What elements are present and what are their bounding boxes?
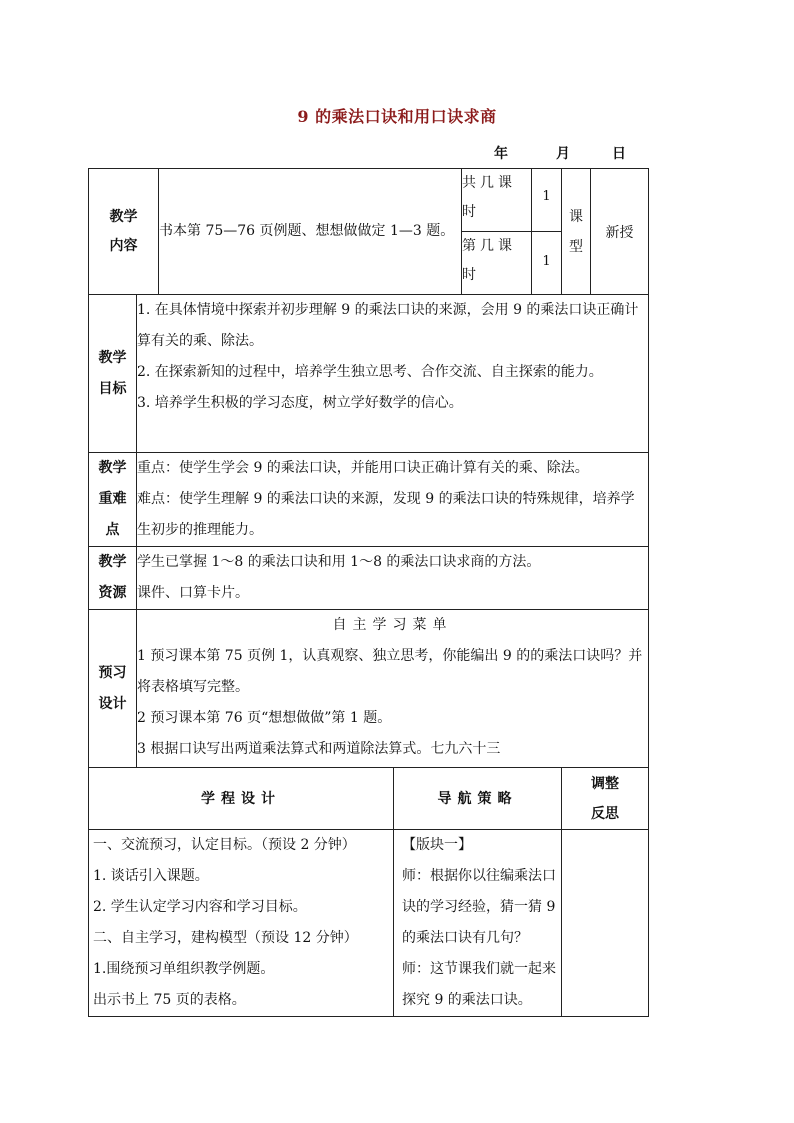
date-year: 年 <box>494 146 508 162</box>
goals-content <box>137 295 649 453</box>
reflection-header: 调整 反思 <box>562 768 649 830</box>
preview-content <box>137 610 649 768</box>
preview-item: 3 根据口诀写出两道乘法算式和两道除法算式。七九六十三 <box>137 741 501 757</box>
key-point-item: 难点：使学生理解 9 的乘法口诀的来源，发现 9 的乘法口诀的特殊规律，培养学生初步的推理能力。 <box>137 491 635 538</box>
strategy-item: 师：这节课我们就一起来探究 9 的乘法口诀。 <box>402 961 556 1008</box>
lesson-type-label: 课 型 <box>562 169 591 295</box>
page-title: 9 的乘法口诀和用口诀求商 <box>297 107 497 126</box>
navigation-strategy-header: 导航策略 <box>394 768 562 830</box>
date-month: 月 <box>556 146 570 162</box>
lesson-plan-table <box>88 168 649 1017</box>
resources-label: 教学 资源 <box>89 547 137 610</box>
strategy-item: 【版块一】 <box>402 837 472 853</box>
resource-item: 课件、口算卡片。 <box>137 585 249 601</box>
process-step: 1. 谈话引入课题。 <box>93 868 209 884</box>
reflection-content <box>562 830 649 1017</box>
lesson-type-value: 新授 <box>591 169 649 295</box>
process-step: 二、自主学习，建构模型（预设 12 分钟） <box>93 930 358 946</box>
date-day: 日 <box>612 146 626 162</box>
resource-item: 学生已掌握 1～8 的乘法口诀和用 1～8 的乘法口诀求商的方法。 <box>137 554 541 570</box>
process-step: 2. 学生认定学习内容和学习目标。 <box>93 899 307 915</box>
goal-item: 2. 在探索新知的过程中，培养学生独立思考、合作交流、自主探索的能力。 <box>137 364 603 380</box>
key-point-item: 重点：使学生学会 9 的乘法口诀，并能用口诀正确计算有关的乘、除法。 <box>137 460 589 476</box>
preview-item: 1 预习课本第 75 页例 1，认真观察、独立思考，你能编出 9 的的乘法口诀吗？并将表格填写完整。 <box>137 648 643 695</box>
total-lessons-label: 共几课时 <box>462 169 532 232</box>
preview-item: 2 预习课本第 76 页“想想做做”第 1 题。 <box>137 710 392 726</box>
goal-item: 3. 培养学生积极的学习态度，树立学好数学的信心。 <box>137 395 463 411</box>
navigation-strategy-content <box>394 830 562 1017</box>
key-points-label: 教学 重难 点 <box>89 453 137 547</box>
nth-lesson-value: 1 <box>532 232 562 295</box>
content-text: 书本第 75—76 页例题、想想做做定 1—3 题。 <box>159 169 462 295</box>
resources-content <box>137 547 649 610</box>
nth-lesson-label: 第几课时 <box>462 232 532 295</box>
content-label: 教学 内容 <box>89 169 159 295</box>
strategy-item: 师：根据你以往编乘法口诀的学习经验，猜一猜 9 的乘法口诀有几句？ <box>402 868 556 946</box>
goal-item: 1. 在具体情境中探索并初步理解 9 的乘法口诀的来源，会用 9 的乘法口诀正确计算有关的乘、除法。 <box>137 302 639 349</box>
process-design-content <box>89 830 394 1017</box>
goals-label: 教学 目标 <box>89 295 137 453</box>
process-design-header: 学程设计 <box>89 768 394 830</box>
date-line <box>0 143 794 163</box>
preview-label: 预习 设计 <box>89 610 137 768</box>
process-step: 1.围绕预习单组织教学例题。 <box>93 961 275 977</box>
process-step: 一、交流预习，认定目标。（预设 2 分钟） <box>93 837 356 853</box>
total-lessons-value: 1 <box>532 169 562 232</box>
preview-heading: 自主学习菜单 <box>332 617 453 633</box>
process-step: 出示书上 75 页的表格。 <box>93 992 246 1008</box>
key-points-content <box>137 453 649 547</box>
